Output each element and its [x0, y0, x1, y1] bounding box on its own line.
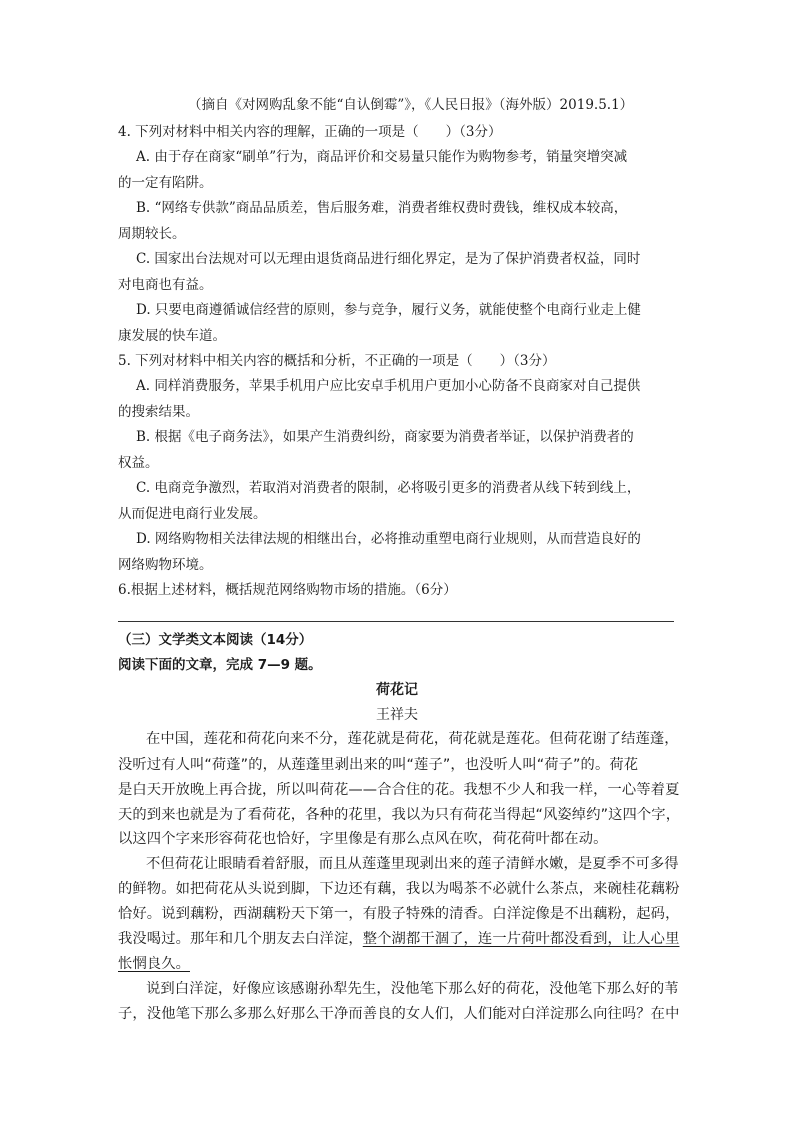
paragraph-3-line: 子，没他笔下那么多那么好那么干净而善良的女人们，人们能对白洋淀那么向往吗？在中 — [118, 1006, 680, 1022]
q4-option-c-cont: 对电商也有益。 — [118, 277, 213, 293]
paragraph-2-line: 恰好。说到藕粉，西湖藕粉天下第一，有股子特殊的清香。白洋淀像是不出藕粉，起码， — [118, 906, 680, 922]
q5-option-b-cont: 权益。 — [118, 455, 159, 471]
paragraph-1-line: 天的到来也就是为了看荷花，各种的花里，我以为只有荷花当得起“风姿绰约”这四个字， — [118, 807, 681, 823]
paragraph-1-line: 在中国，莲花和荷花向来不分，莲花就是荷花，荷花就是莲花。但荷花谢了结莲蓬， — [146, 731, 679, 747]
paragraph-2-text: 我没喝过。那年和几个朋友去白洋淀， — [118, 931, 363, 947]
paragraph-1-line: 没听过有人叫“荷蓬”的，从莲蓬里剥出来的叫“莲子”，也没听人叫“荷子”的。荷花 — [118, 757, 639, 773]
article-title: 荷花记 — [376, 682, 418, 698]
q5-option-a: A. 同样消费服务，苹果手机用户应比安卓手机用户更加小心防备不良商家对自己提供 — [136, 378, 641, 394]
section-divider — [118, 621, 674, 622]
paragraph-2-line: 不但荷花让眼睛看着舒服，而且从莲蓬里现剥出来的莲子清鲜水嫩，是夏季不可多得 — [146, 856, 679, 872]
q4-option-d-cont: 康发展的快车道。 — [118, 328, 226, 344]
q5-option-c-cont: 从而促进电商行业发展。 — [118, 506, 267, 522]
article-author: 王祥夫 — [376, 707, 418, 723]
q5-option-d: D. 网络购物相关法律法规的相继出台，必将推动重塑电商行业规则，从而营造良好的 — [136, 531, 641, 547]
paragraph-2-line: 的鲜物。如把荷花从头说到脚，下边还有藕，我以为喝茶不必就什么茶点，来碗桂花藕粉 — [118, 881, 680, 897]
paragraph-2-line — [118, 930, 679, 948]
source-citation: （摘自《对网购乱象不能“自认倒霉”》，《人民日报》（海外版）2019.5.1） — [188, 97, 634, 113]
underlined-sentence: 整个湖都干涸了，连一片荷叶都没看到，让人心里 — [362, 931, 680, 947]
section-3-instruction: 阅读下面的文章，完成 7—9 题。 — [118, 657, 322, 673]
q4-option-a: A. 由于存在商家“刷单”行为，商品评价和交易量只能作为购物参考，销量突增突减 — [136, 149, 628, 165]
q4-option-d: D. 只要电商遵循诚信经营的原则，参与竞争，履行义务，就能使整个电商行业走上健 — [136, 302, 641, 318]
paragraph-3-line: 说到白洋淀，好像应该感谢孙犁先生，没他笔下那么好的荷花，没他笔下那么好的苇 — [146, 981, 679, 997]
q4-option-b-cont: 周期较长。 — [118, 226, 186, 242]
q5-option-c: C. 电商竞争激烈，若取消对消费者的限制，必将吸引更多的消费者从线下转到线上， — [136, 480, 641, 496]
q5-option-a-cont: 的搜索结果。 — [118, 404, 199, 420]
paragraph-1-line: 是白天开放晚上再合拢，所以叫荷花——合合住的花。我想不少人和我一样，一心等着夏 — [118, 782, 680, 798]
q5-option-d-cont: 网络购物环境。 — [118, 557, 213, 573]
question-4-stem: 4. 下列对材料中相关内容的理解，正确的一项是（ ）（3分） — [118, 124, 502, 140]
q5-option-b: B. 根据《电子商务法》，如果产生消费纠纷，商家要为消费者举证，以保护消费者的 — [136, 429, 634, 445]
paragraph-1-line: 以这四个字来形容荷花也恰好，字里像是有那么点风在吹，荷花荷叶都在动。 — [118, 831, 608, 847]
question-6-stem: 6.根据上述材料，概括规范网络购物市场的措施。（6分） — [118, 582, 457, 598]
q4-option-c: C. 国家出台法规对可以无理由退货商品进行细化界定，是为了保护消费者权益，同时 — [136, 251, 641, 267]
question-5-stem: 5. 下列对材料中相关内容的概括和分析，不正确的一项是（ ）（3分） — [118, 353, 556, 369]
q4-option-a-cont: 的一定有陷阱。 — [118, 175, 213, 191]
underlined-sentence-cont: 怅惘良久。 — [118, 956, 190, 972]
q4-option-b: B. “网络专供款”商品品质差，售后服务难，消费者维权费时费钱，维权成本较高， — [136, 200, 628, 216]
section-3-heading: （三）文学类文本阅读（14分） — [118, 632, 313, 648]
